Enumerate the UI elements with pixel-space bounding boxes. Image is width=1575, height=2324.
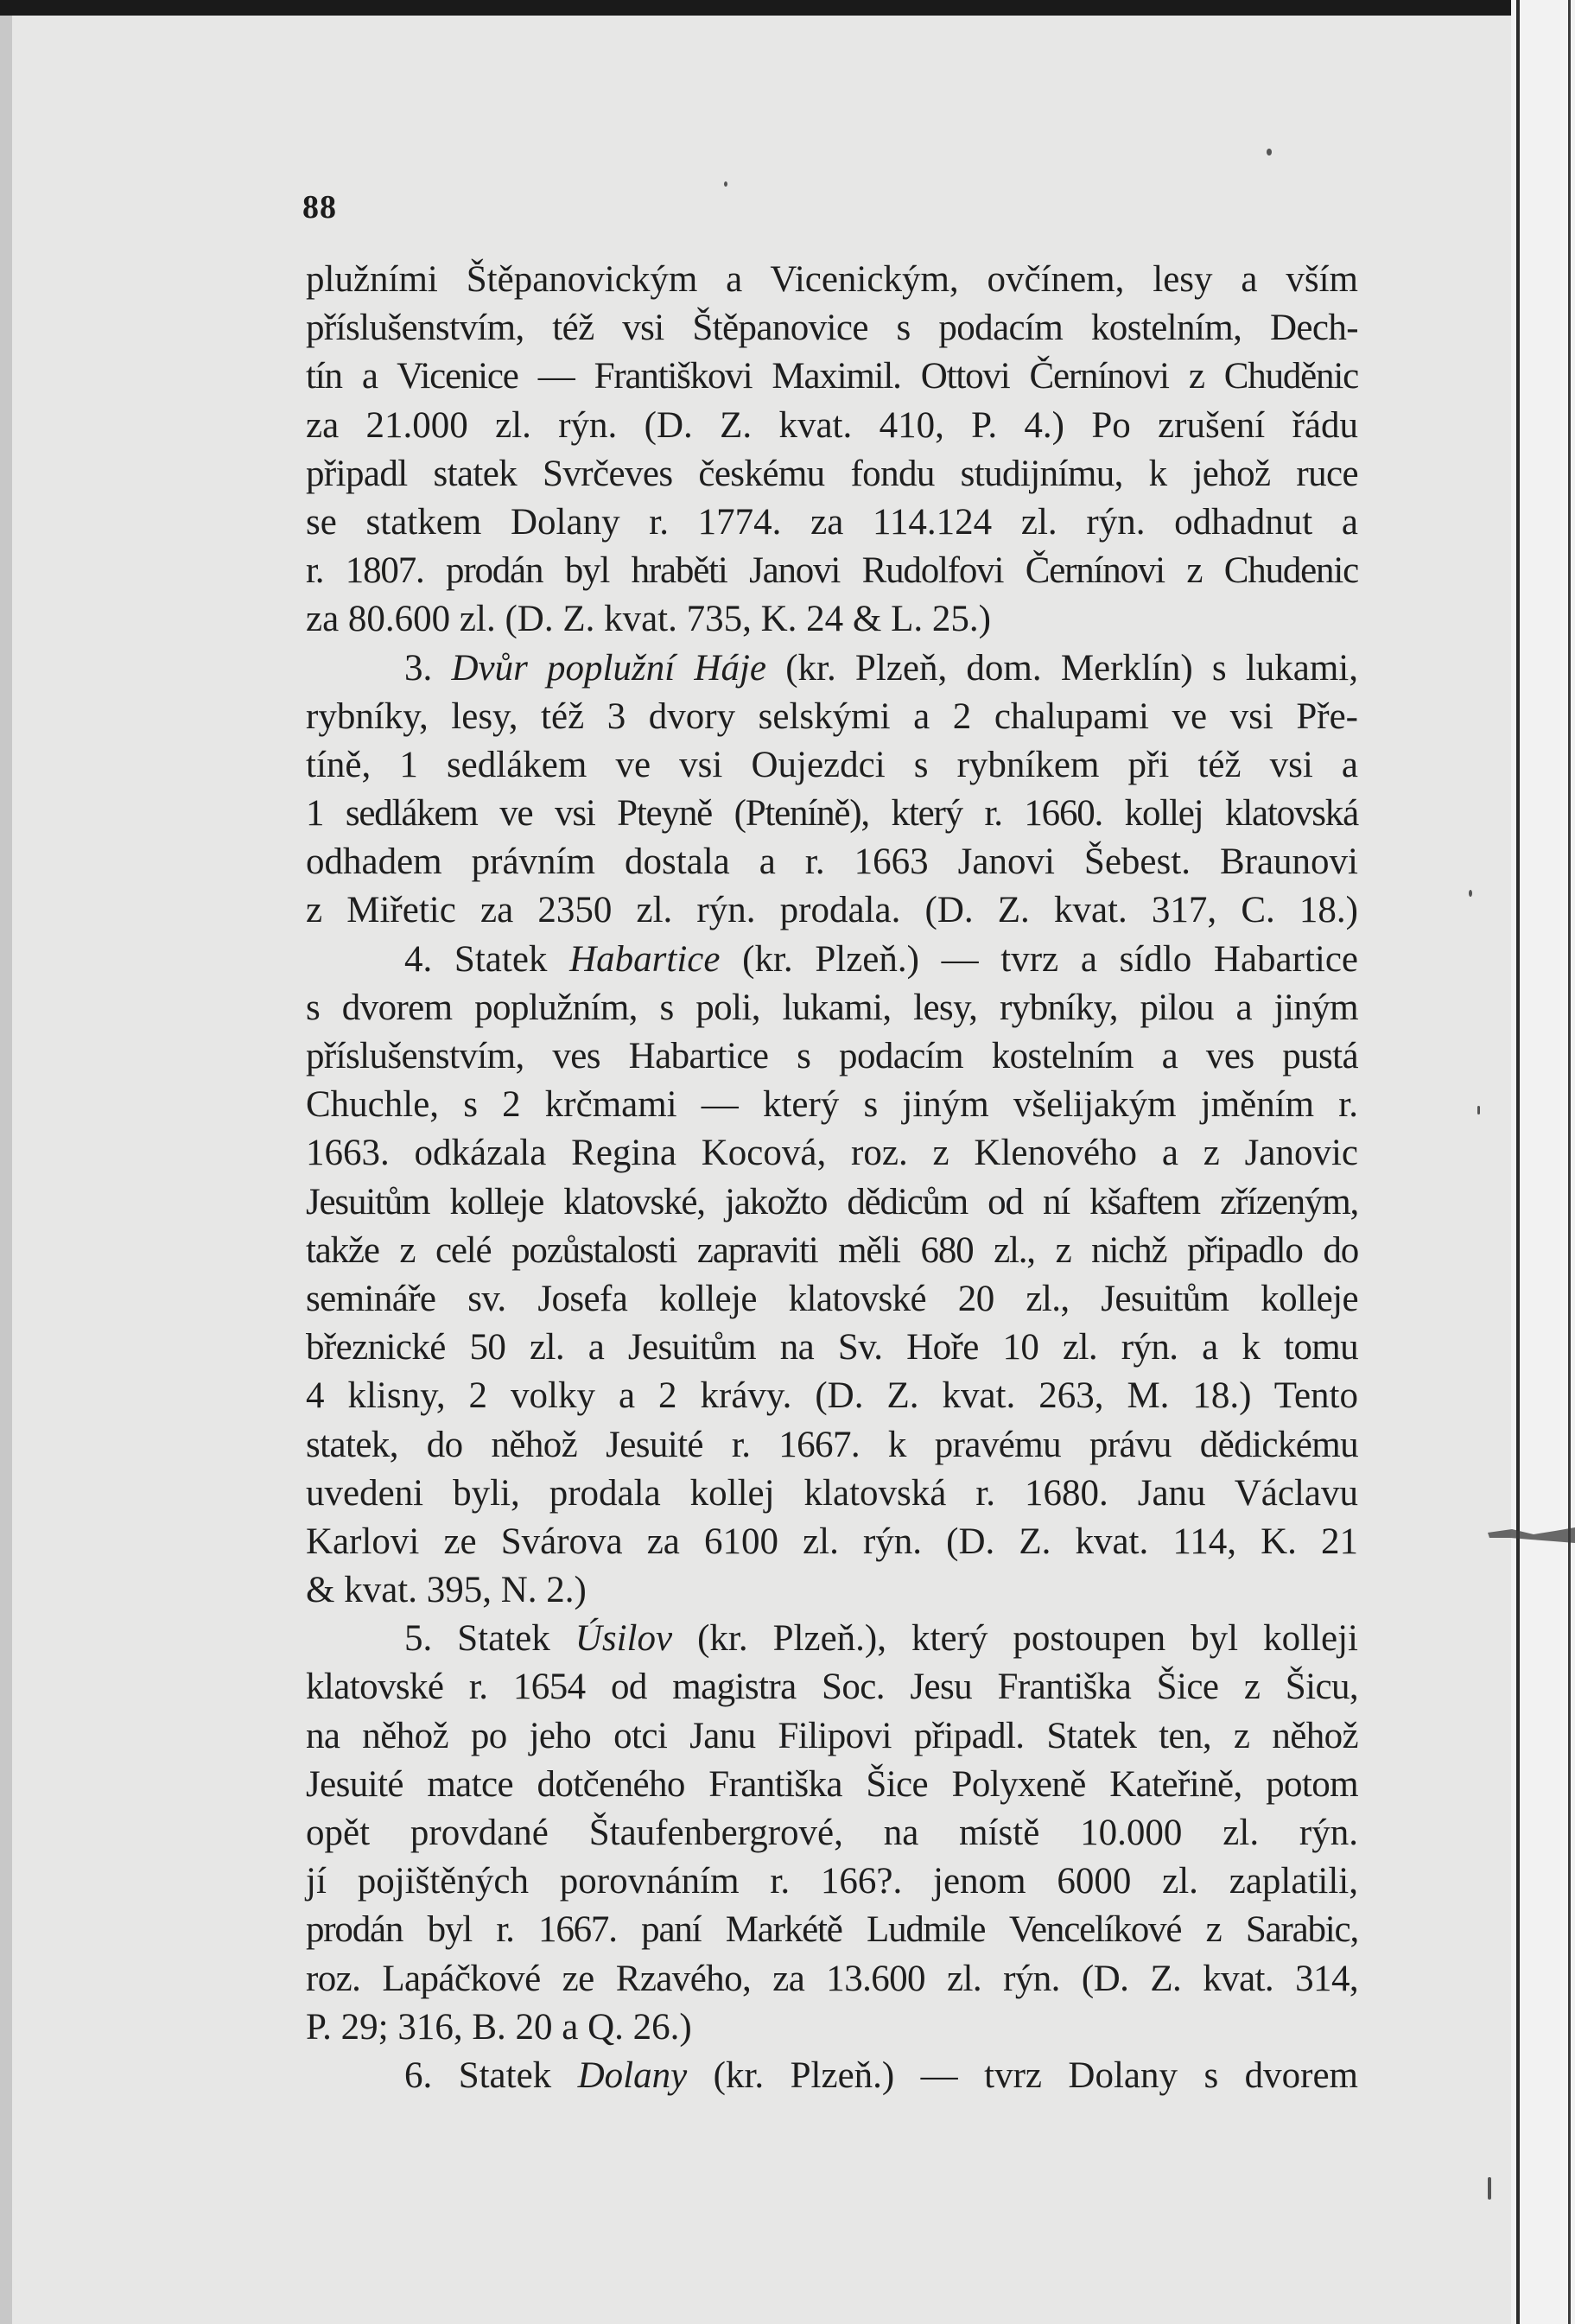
text-line: příslušenstvím, ves Habartice s podacím kostelním a ves pustá bbox=[306, 1036, 1358, 1076]
scan-speck bbox=[724, 181, 727, 187]
text-line: rybníky, lesy, též 3 dvory selskými a 2 chalupami ve vsi Pře- bbox=[306, 695, 1358, 737]
text-line: r. 1807. prodán byl hraběti Janovi Rudolfovi Černínovi z Chudenic bbox=[306, 550, 1358, 592]
text-line-prefix: 3. bbox=[404, 647, 452, 689]
text-line: roz. Lapáčkové ze Rzavého, za 13.600 zl. rýn. (D. Z. kvat. 314, bbox=[306, 1958, 1358, 1999]
text-line: s dvorem poplužním, s poli, lukami, lesy, rybníky, pilou a jiným bbox=[306, 987, 1358, 1028]
text-line: P. 29; 316, B. 20 a Q. 26.) bbox=[306, 2006, 692, 2048]
text-line: z Miřetic za 2350 zl. rýn. prodala. (D. Z. kvat. 317, C. 18.) bbox=[306, 890, 1358, 931]
text-line bbox=[306, 936, 1358, 984]
text-line: semináře sv. Josefa kolleje klatovské 20 zl., Jesuitům kolleje bbox=[306, 1278, 1358, 1319]
text-line: za 80.600 zl. (D. Z. kvat. 735, K. 24 & L. 25.) bbox=[306, 599, 991, 640]
text-line-suffix: (kr. Plzeň.), který postoupen byl kolleji bbox=[672, 1618, 1358, 1660]
text-line-prefix: 4. Statek bbox=[404, 938, 570, 980]
scan-speck bbox=[1469, 890, 1472, 897]
ink-blot bbox=[1486, 1521, 1575, 1550]
text-line: 4 klisny, 2 volky a 2 krávy. (D. Z. kvat. 263, M. 18.) Tento bbox=[306, 1375, 1358, 1417]
text-line bbox=[306, 2052, 1358, 2100]
italic-place-name: Úsilov bbox=[575, 1618, 673, 1660]
scan-speck bbox=[1477, 1106, 1480, 1114]
text-line: prodán byl r. 1667. paní Markétě Ludmile Vencelíkové z Sarabic, bbox=[306, 1909, 1358, 1951]
body-text bbox=[306, 256, 1358, 2100]
text-line-suffix: (kr. Plzeň.) — tvrz Dolany s dvorem bbox=[687, 2054, 1358, 2096]
text-line: příslušenstvím, též vsi Štěpanovice s podacím kostelním, Dech- bbox=[306, 308, 1358, 349]
text-line: Chuchle, s 2 krčmami — který s jiným všelijakým jměním r. bbox=[306, 1084, 1358, 1126]
text-line: 1 sedlákem ve vsi Pteyně (Pteníně), který r. 1660. kollej klatovská bbox=[306, 793, 1358, 835]
text-line: takže z celé pozůstalosti zapraviti měli 680 zl., z nichž připadlo do bbox=[306, 1229, 1358, 1271]
text-line: březnické 50 zl. a Jesuitům na Sv. Hoře 10 zl. rýn. a k tomu bbox=[306, 1327, 1358, 1368]
page-edge-line bbox=[1568, 0, 1571, 2324]
text-line-prefix: 6. Statek bbox=[404, 2054, 578, 2096]
scan-speck bbox=[1267, 149, 1272, 156]
text-line: Karlovi ze Svárova za 6100 zl. rýn. (D. Z. kvat. 114, K. 21 bbox=[306, 1521, 1358, 1562]
page-number: 88 bbox=[302, 189, 337, 225]
text-line: statek, do něhož Jesuité r. 1667. k pravému právu dědickému bbox=[306, 1424, 1358, 1465]
italic-place-name: Dolany bbox=[577, 2054, 688, 2096]
text-line: připadl statek Svrčeves českému fondu studijnímu, k jehož ruce bbox=[306, 453, 1358, 494]
text-line bbox=[306, 1615, 1358, 1663]
text-line-prefix: 5. Statek bbox=[404, 1618, 575, 1660]
italic-place-name: Dvůr poplužní Háje bbox=[451, 647, 766, 689]
text-line: klatovské r. 1654 od magistra Soc. Jesu Františka Šice z Šicu, bbox=[306, 1667, 1358, 1708]
text-line-suffix: (kr. Plzeň.) — tvrz a sídlo Habartice bbox=[720, 938, 1358, 980]
text-line-suffix: (kr. Plzeň, dom. Merklín) s lukami, bbox=[765, 647, 1359, 689]
text-line: plužními Štěpanovickým a Vicenickým, ovčínem, lesy a vším bbox=[306, 259, 1358, 300]
text-line: se statkem Dolany r. 1774. za 114.124 zl. rýn. odhadnut a bbox=[306, 501, 1358, 543]
italic-place-name: Habartice bbox=[569, 938, 721, 980]
text-line: 1663. odkázala Regina Kocová, roz. z Klenového a z Janovic bbox=[306, 1133, 1358, 1174]
text-line: tín a Vicenice — Františkovi Maximil. Ottovi Černínovi z Chuděnic bbox=[306, 356, 1358, 397]
text-line: za 21.000 zl. rýn. (D. Z. kvat. 410, P. 4.) Po zrušení řádu bbox=[306, 404, 1358, 446]
scan-speck bbox=[1488, 2177, 1491, 2200]
text-line: opět provdané Štaufenbergrové, na místě 10.000 zl. rýn. bbox=[306, 1813, 1358, 1853]
page-edge bbox=[1511, 0, 1575, 2324]
page-edge-line bbox=[1516, 0, 1520, 2324]
text-line: tíně, 1 sedlákem ve vsi Oujezdci s rybníkem při též vsi a bbox=[306, 744, 1358, 785]
text-line: Jesuitům kolleje klatovské, jakožto dědicům od ní kšaftem zřízeným, bbox=[306, 1181, 1358, 1222]
text-line: na něhož po jeho otci Janu Filipovi připadl. Statek ten, z něhož bbox=[306, 1715, 1358, 1756]
text-line: Jesuité matce dotčeného Františka Šice Polyxeně Kateřině, potom bbox=[306, 1763, 1358, 1805]
text-line: odhadem právním dostala a r. 1663 Janovi Šebest. Braunovi bbox=[306, 841, 1358, 883]
text-line: jí pojištěných porovnáním r. 166?. jenom 6000 zl. zaplatili, bbox=[306, 1861, 1358, 1902]
text-line: uvedeni byli, prodala kollej klatovská r. 1680. Janu Václavu bbox=[306, 1472, 1358, 1514]
text-line: & kvat. 395, N. 2.) bbox=[306, 1570, 587, 1611]
text-line bbox=[306, 644, 1358, 693]
scan-top-border bbox=[0, 0, 1575, 16]
